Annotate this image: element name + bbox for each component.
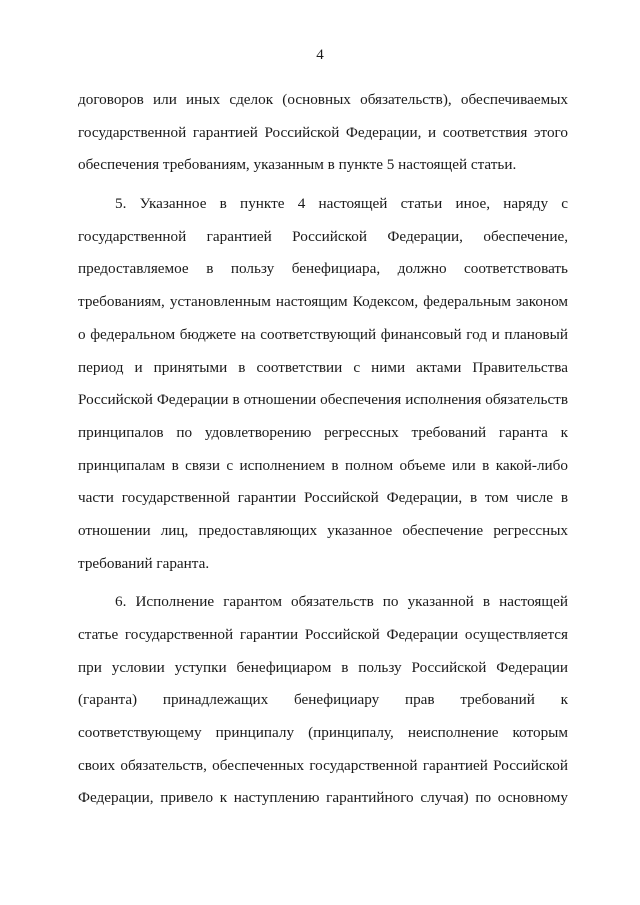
text-line: Российской Федерации в отношении обеспечения исполнения обязательств: [78, 391, 568, 409]
text-line: статье государственной гарантии Российской Федерации осуществляется: [78, 626, 568, 643]
text-line: период и принятыми в соответствии с ними актами Правительства: [78, 358, 568, 376]
text-line: 5. Указанное в пункте 4 настоящей статьи иное, наряду с: [115, 195, 568, 213]
text-line: своих обязательств, обеспеченных государственной гарантией Российской: [78, 756, 568, 774]
text-line: о федеральном бюджете на соответствующий финансовый год и плановый: [78, 325, 568, 343]
text-line: предоставляемое в пользу бенефициара, должно соответствовать: [78, 260, 568, 278]
paragraph-continuation: [78, 84, 568, 182]
text-line: государственной гарантией Российской Федерации, обеспечение,: [78, 227, 568, 245]
text-line: договоров или иных сделок (основных обязательств), обеспечиваемых: [78, 91, 568, 108]
text-line: (гаранта) принадлежащих бенефициару прав требований к: [78, 691, 568, 709]
text-line: 6. Исполнение гарантом обязательств по указанной в настоящей: [115, 593, 568, 611]
document-body: [78, 84, 568, 815]
text-line: при условии уступки бенефициаром в пользу Российской Федерации: [78, 658, 568, 676]
text-line: принципалам в связи с исполнением в полном объеме или в какой-либо: [78, 456, 568, 474]
paragraph-item-6: [78, 586, 568, 815]
text-line: части государственной гарантии Российской Федерации, в том числе в: [78, 489, 568, 507]
text-line: принципалов по удовлетворению регрессных требований гаранта к: [78, 423, 568, 441]
text-line: государственной гарантией Российской Федерации, и соответствия этого: [78, 123, 568, 141]
paragraph-item-5: [78, 188, 568, 580]
text-line: отношении лиц, предоставляющих указанное обеспечение регрессных: [78, 521, 568, 539]
text-line: требований гаранта.: [78, 554, 210, 572]
text-line: требованиям, установленным настоящим Кодексом, федеральным законом: [78, 293, 568, 311]
text-line: Федерации, привело к наступлению гарантийного случая) по основному: [78, 789, 568, 807]
page-number: 4: [316, 47, 324, 63]
text-line: соответствующему принципалу (принципалу, неисполнение которым: [78, 724, 568, 742]
text-line: обеспечения требованиям, указанным в пункте 5 настоящей статьи.: [78, 156, 517, 174]
